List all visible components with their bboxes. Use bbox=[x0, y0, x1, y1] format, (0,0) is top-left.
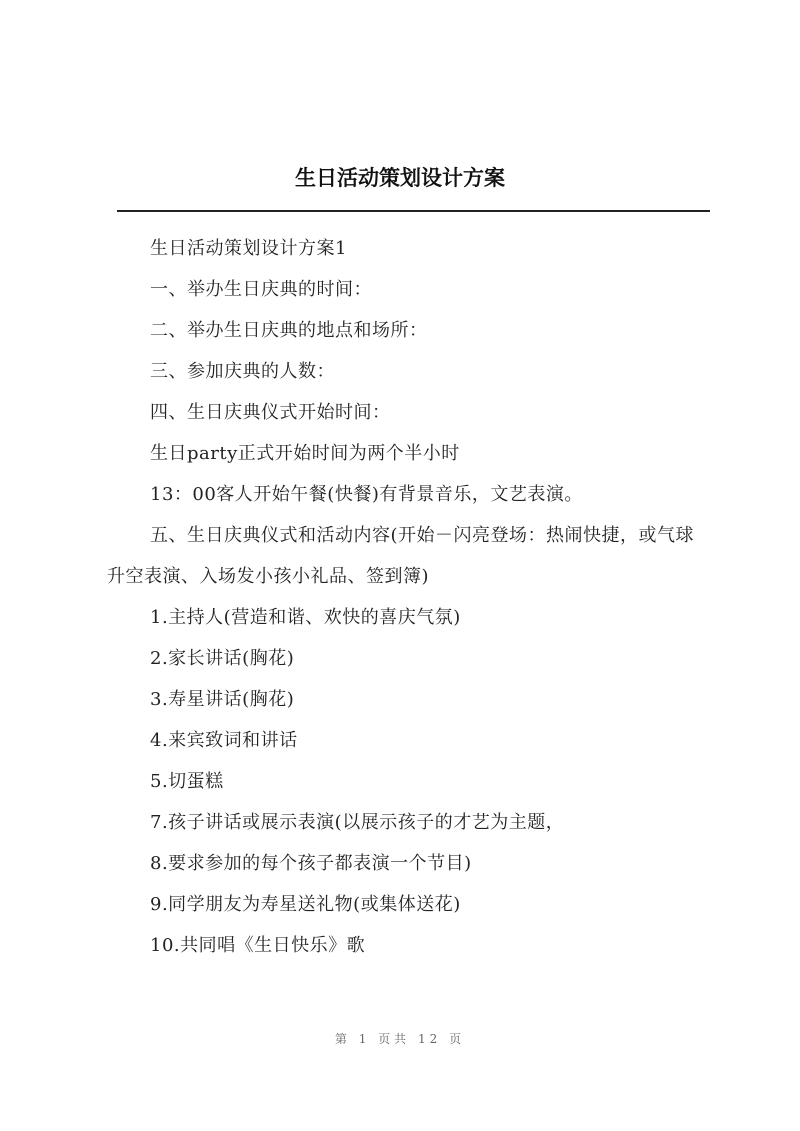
paragraph: 1.主持人(营造和谐、欢快的喜庆气氛) bbox=[150, 607, 461, 628]
document-body bbox=[107, 228, 695, 966]
total-pages-number: 12 bbox=[418, 1032, 442, 1046]
page-footer bbox=[0, 1030, 800, 1047]
paragraph: 9.同学朋友为寿星送礼物(或集体送花) bbox=[150, 894, 461, 915]
paragraph: 4.来宾致词和讲话 bbox=[150, 730, 298, 751]
page-label-prefix: 第 bbox=[334, 1032, 351, 1046]
paragraph: 生日party正式开始时间为两个半小时 bbox=[150, 443, 460, 464]
paragraph: 5.切蛋糕 bbox=[150, 771, 224, 792]
title-divider bbox=[117, 210, 710, 212]
paragraph: 一、举办生日庆典的时间： bbox=[150, 279, 372, 300]
page-label-suffix: 页 bbox=[449, 1032, 466, 1046]
paragraph: 3.寿星讲话(胸花) bbox=[150, 689, 295, 710]
paragraph: 7.孩子讲话或展示表演(以展示孩子的才艺为主题， bbox=[150, 812, 565, 833]
paragraph: 四、生日庆典仪式开始时间： bbox=[150, 402, 391, 423]
paragraph: 10.共同唱《生日快乐》歌 bbox=[150, 935, 366, 956]
paragraph: 三、参加庆典的人数： bbox=[150, 361, 335, 382]
paragraph: 8.要求参加的每个孩子都表演一个节目) bbox=[150, 853, 472, 874]
current-page-number: 1 bbox=[358, 1032, 371, 1046]
paragraph: 2.家长讲话(胸花) bbox=[150, 648, 295, 669]
paragraph: 五、生日庆典仪式和活动内容(开始－闪亮登场：热闹快捷，或气球升空表演、入场发小孩小礼品、签到簿) bbox=[107, 525, 695, 587]
paragraph: 二、举办生日庆典的地点和场所： bbox=[150, 320, 428, 341]
page-label-middle: 页共 bbox=[378, 1032, 411, 1046]
page-title: 生日活动策划设计方案 bbox=[295, 166, 505, 190]
paragraph: 13：00客人开始午餐(快餐)有背景音乐，文艺表演。 bbox=[150, 484, 583, 505]
paragraph: 生日活动策划设计方案1 bbox=[150, 238, 347, 259]
